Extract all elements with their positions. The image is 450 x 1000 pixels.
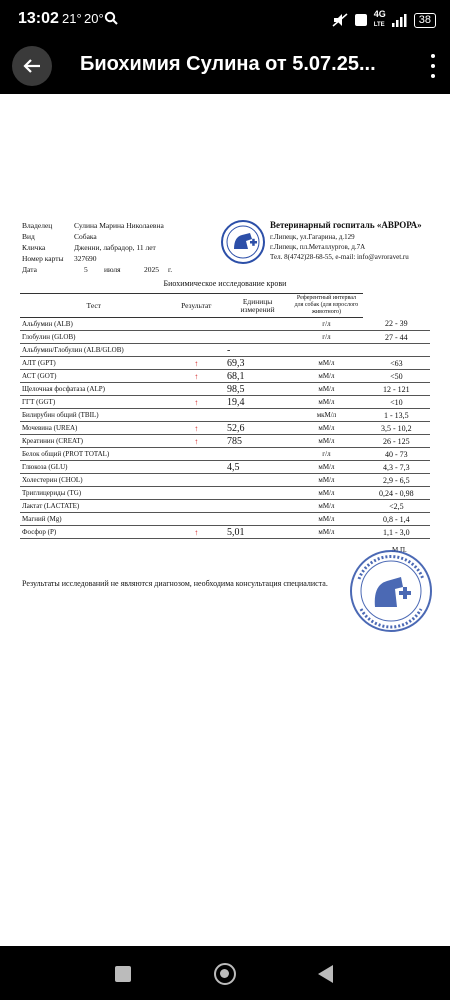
system-back-button[interactable]	[318, 965, 333, 983]
row-result	[225, 500, 290, 513]
table-row	[20, 396, 430, 409]
row-test-name: Триглицериды (TG)	[20, 487, 167, 500]
row-unit: мМ/л	[290, 370, 363, 383]
search-icon	[104, 11, 118, 25]
row-test-name: ГГТ (GGT)	[20, 396, 167, 409]
row-test-name: Глобулин (GLOB)	[20, 331, 167, 344]
row-reference: 0,8 - 1,4	[363, 513, 430, 526]
row-result: 98,5	[225, 383, 290, 396]
more-options-button[interactable]	[428, 54, 438, 78]
network-type: 4G LTE	[373, 9, 386, 28]
weather-temp: 21°	[62, 11, 82, 26]
table-row	[20, 370, 430, 383]
row-unit: мМ/л	[290, 461, 363, 474]
row-flag-icon	[167, 344, 225, 357]
header-result: Результат	[167, 294, 225, 318]
clinic-stamp-icon	[345, 539, 437, 639]
row-test-name: Билирубин общий (TBIL)	[20, 409, 167, 422]
row-flag-icon: ↑	[167, 357, 225, 370]
row-reference: 2,9 - 6,5	[363, 474, 430, 487]
arrow-left-icon	[23, 58, 41, 74]
row-unit: мМ/л	[290, 500, 363, 513]
row-result: 52,6	[225, 422, 290, 435]
row-test-name: Щелочная фосфатаза (ALP)	[20, 383, 167, 396]
signal-icon	[392, 14, 408, 27]
row-reference: 26 - 125	[363, 435, 430, 448]
row-reference: 1,1 - 3,0	[363, 526, 430, 539]
row-unit: мМ/л	[290, 435, 363, 448]
navigation-bar	[0, 946, 450, 1000]
row-reference: 1 - 13,5	[363, 409, 430, 422]
row-flag-icon	[167, 318, 225, 331]
row-flag-icon: ↑	[167, 526, 225, 539]
signature-mark: М.П.	[392, 546, 407, 554]
row-flag-icon	[167, 409, 225, 422]
header-reference: Референтный интервал для собак (для взрослого животного)	[290, 294, 363, 318]
row-test-name: Магний (Mg)	[20, 513, 167, 526]
species-value: Собака	[74, 232, 97, 241]
table-row	[20, 331, 430, 344]
row-result	[225, 409, 290, 422]
clinic-logo-icon	[220, 219, 266, 265]
row-test-name: Альбумин/Глобулин (ALB/GLOB)	[20, 344, 167, 357]
clinic-contacts: Тел. 8(4742)28-68-55, e-mail: info@avroravet.ru	[270, 253, 409, 261]
row-test-name: Фосфор (P)	[20, 526, 167, 539]
row-reference: <50	[363, 370, 430, 383]
row-unit: мкМ/л	[290, 409, 363, 422]
row-flag-icon	[167, 487, 225, 500]
row-test-name: Лактат (LACTATE)	[20, 500, 167, 513]
row-test-name: Альбумин (ALB)	[20, 318, 167, 331]
clinic-name: Ветеринарный госпиталь «АВРОРА»	[270, 220, 422, 230]
recent-apps-button[interactable]	[115, 966, 131, 982]
row-unit: мМ/л	[290, 422, 363, 435]
row-flag-icon: ↑	[167, 435, 225, 448]
status-bar	[0, 0, 450, 38]
row-test-name: АЛТ (GPT)	[20, 357, 167, 370]
row-result: 5,01	[225, 526, 290, 539]
row-flag-icon	[167, 383, 225, 396]
back-button[interactable]	[12, 46, 52, 86]
table-row	[20, 357, 430, 370]
row-flag-icon	[167, 474, 225, 487]
row-reference: <63	[363, 357, 430, 370]
table-row	[20, 526, 430, 539]
row-flag-icon	[167, 500, 225, 513]
table-row	[20, 422, 430, 435]
row-reference: 12 - 121	[363, 383, 430, 396]
row-result: 4,5	[225, 461, 290, 474]
row-unit: мМ/л	[290, 487, 363, 500]
results-table	[20, 293, 430, 539]
row-result: 69,3	[225, 357, 290, 370]
dot-icon	[431, 74, 435, 78]
table-row	[20, 409, 430, 422]
row-test-name: Глюкоза (GLU)	[20, 461, 167, 474]
row-unit: мМ/л	[290, 513, 363, 526]
owner-label: Владелец	[22, 221, 53, 230]
row-result: 19,4	[225, 396, 290, 409]
table-row	[20, 448, 430, 461]
dot-icon	[431, 54, 435, 58]
row-result: 785	[225, 435, 290, 448]
dot-icon	[431, 64, 435, 68]
date-label: Дата	[22, 265, 37, 274]
mute-icon	[332, 13, 348, 27]
row-test-name: Креатинин (CREAT)	[20, 435, 167, 448]
row-unit: мМ/л	[290, 357, 363, 370]
owner-value: Сулина Марина Николаевна	[74, 221, 164, 230]
status-icons	[332, 10, 436, 30]
row-flag-icon	[167, 331, 225, 344]
table-row	[20, 344, 430, 357]
table-row	[20, 513, 430, 526]
card-value: 327690	[74, 254, 97, 263]
row-result: 68,1	[225, 370, 290, 383]
row-flag-icon: ↑	[167, 370, 225, 383]
table-row	[20, 500, 430, 513]
date-year: 2025	[144, 265, 159, 274]
row-unit	[290, 344, 363, 357]
row-unit: г/л	[290, 318, 363, 331]
nickname-value: Дженни, лабрадор, 11 лет	[74, 243, 156, 252]
row-flag-icon	[167, 513, 225, 526]
row-unit: г/л	[290, 448, 363, 461]
row-result	[225, 448, 290, 461]
row-test-name: АСТ (GOT)	[20, 370, 167, 383]
row-flag-icon	[167, 461, 225, 474]
disclaimer-note: Результаты исследований не являются диагнозом, необходима консультация специалиста.	[22, 579, 328, 588]
row-reference: 27 - 44	[363, 331, 430, 344]
weather-temp-secondary: 20°	[84, 11, 104, 26]
header-test: Тест	[20, 294, 167, 318]
date-month: июля	[104, 265, 121, 274]
table-row	[20, 383, 430, 396]
row-reference: 4,3 - 7,3	[363, 461, 430, 474]
card-label: Номер карты	[22, 254, 64, 263]
table-header-row	[20, 294, 430, 318]
row-unit: мМ/л	[290, 396, 363, 409]
row-test-name: Холестерин (CHOL)	[20, 474, 167, 487]
wifi-calling-icon	[354, 13, 368, 27]
row-result	[225, 487, 290, 500]
row-test-name: Мочевина (UREA)	[20, 422, 167, 435]
row-unit: мМ/л	[290, 526, 363, 539]
home-button[interactable]	[214, 963, 236, 985]
table-row	[20, 474, 430, 487]
page-title: Биохимия Сулина от 5.07.25...	[80, 53, 376, 75]
document-title: Биохимическое исследование крови	[163, 279, 287, 288]
nickname-label: Кличка	[22, 243, 46, 252]
header-units: Единицы измерений	[225, 294, 290, 318]
row-flag-icon: ↑	[167, 396, 225, 409]
row-flag-icon: ↑	[167, 422, 225, 435]
row-result	[225, 331, 290, 344]
row-reference: 3,5 - 10,2	[363, 422, 430, 435]
row-test-name: Белок общий (PROT TOTAL)	[20, 448, 167, 461]
table-row	[20, 461, 430, 474]
row-reference: 22 - 39	[363, 318, 430, 331]
row-reference	[363, 344, 430, 357]
row-result	[225, 513, 290, 526]
document-viewer[interactable]	[0, 94, 450, 946]
clinic-address-1: г.Липецк, ул.Гагарина, д.129	[270, 233, 355, 241]
app-bar	[0, 38, 450, 94]
row-reference: <10	[363, 396, 430, 409]
row-reference: 0,24 - 0,98	[363, 487, 430, 500]
row-result	[225, 474, 290, 487]
date-suffix: г.	[168, 265, 173, 274]
row-result: -	[225, 344, 290, 357]
species-label: Вид	[22, 232, 35, 241]
row-reference: <2,5	[363, 500, 430, 513]
battery-icon: 38	[414, 13, 436, 28]
row-flag-icon	[167, 448, 225, 461]
row-unit: г/л	[290, 331, 363, 344]
table-row	[20, 487, 430, 500]
row-result	[225, 318, 290, 331]
status-time: 13:02	[18, 10, 59, 27]
clinic-address-2: г.Липецк, пл.Металлургов, д.7А	[270, 243, 366, 251]
row-unit: мМ/л	[290, 474, 363, 487]
row-unit: мМ/л	[290, 383, 363, 396]
table-row	[20, 435, 430, 448]
date-day: 5	[84, 265, 88, 274]
table-row	[20, 318, 430, 331]
row-reference: 40 - 73	[363, 448, 430, 461]
